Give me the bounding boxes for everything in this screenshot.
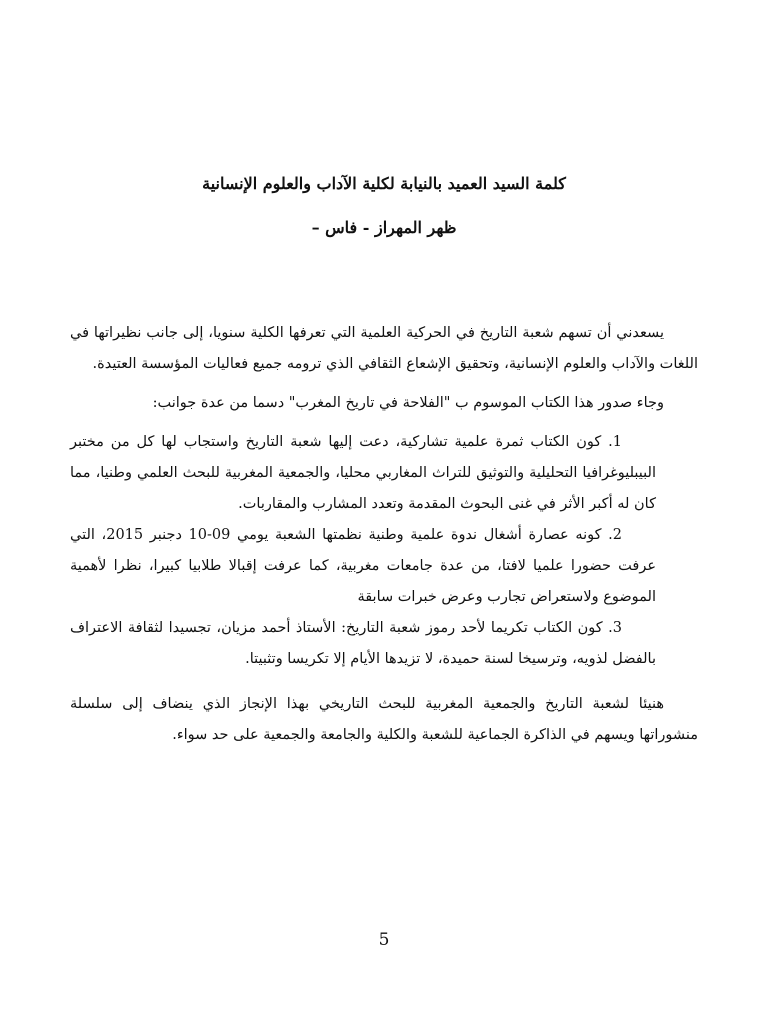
list-item-number: 3.	[608, 620, 622, 636]
page-title: كلمة السيد العميد بالنيابة لكلية الآداب والعلوم الإنسانية	[202, 174, 566, 193]
list-item	[70, 613, 656, 675]
list-item-text: كون الكتاب تكريما لأحد رموز شعبة التاريخ: الأستاذ أحمد مزيان، تجسيدا لثقافة الاعتراف بالفضل لذويه، وترسيخا لسنة حميدة، لا تزيدها الأيام إلا تكريسا وتثبيتا.	[70, 620, 656, 667]
paragraph-intro: يسعدني أن تسهم شعبة التاريخ في الحركية العلمية التي تعرفها الكلية سنويا، إلى جانب نظيراتها في اللغات والآداب والعلوم الإنسانية، وتحقيق الإشعاع الثقافي الذي ترومه جميع فعاليات المؤسسة العتيدة.	[70, 325, 698, 372]
paragraph-lead: وجاء صدور هذا الكتاب الموسوم ب "الفلاحة في تاريخ المغرب" دسما من عدة جوانب:	[152, 395, 664, 411]
list-item-number: 2.	[608, 527, 622, 543]
document-body	[70, 318, 698, 751]
list-item-text: كونه عصارة أشغال ندوة علمية وطنية نظمتها الشعبة يومي 09-10 دجنبر 2015، التي عرفت حضورا علميا لافتا، من عدة جامعات مغربية، كما عرفت إقبالا طلابيا كبيرا، نظرا لأهمية الموضوع ولاستعراض تجارب وعرض خبرات سابقة	[70, 527, 656, 605]
page-number: 5	[378, 930, 390, 950]
aspects-list	[70, 427, 656, 675]
list-item-text: كون الكتاب ثمرة علمية تشاركية، دعت إليها شعبة التاريخ واستجاب لها كل من مختبر البيبليوغرافيا التحليلية والتوثيق للتراث المغاربي محليا، والجمعية المغربية للبحث العلمي وطنيا، مما كان له أكبر الأثر في غنى البحوث المقدمة وتعدد المشارب والمقاربات.	[70, 434, 656, 512]
list-item-number: 1.	[608, 434, 622, 450]
list-item	[70, 520, 656, 613]
page-subtitle: ظهر المهراز - فاس –	[311, 218, 457, 237]
paragraph-closing: هنيئا لشعبة التاريخ والجمعية المغربية للبحث التاريخي بهذا الإنجاز الذي ينضاف إلى سلسلة منشوراتها ويسهم في الذاكرة الجماعية للشعبة والكلية والجامعة والجمعية على حد سواء.	[70, 696, 698, 743]
list-item	[70, 427, 656, 520]
